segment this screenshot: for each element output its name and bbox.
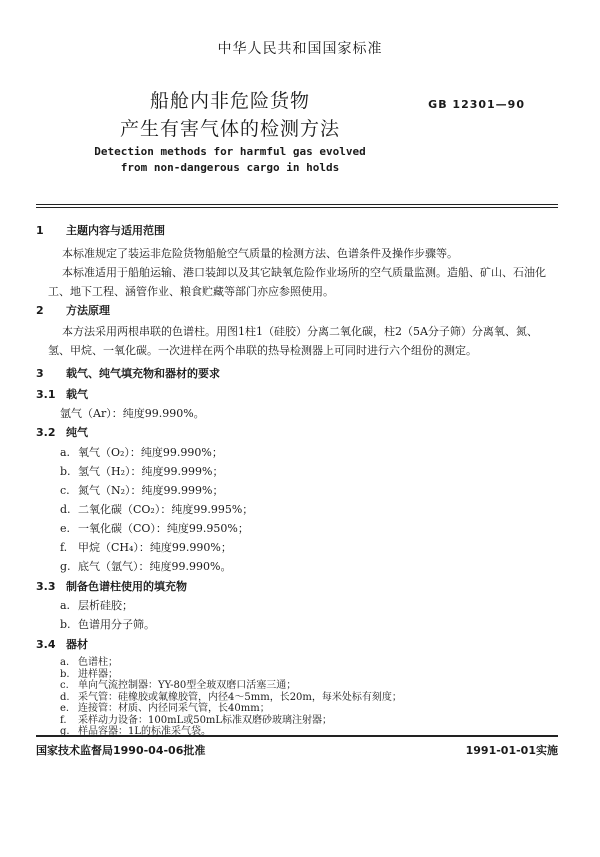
section-3-2-heading	[36, 424, 88, 440]
list-item: a. 氧气（O₂）：纯度99.990%；	[60, 446, 223, 459]
section-title: 主题内容与适用范围	[66, 224, 165, 237]
title-line-1: 船舱内非危险货物	[149, 90, 310, 112]
english-title-line-2: from non-dangerous cargo in holds	[120, 161, 340, 174]
list-item: d. 二氧化碳（CO₂）：纯度99.995%；	[60, 503, 254, 516]
section-title: 载气、纯气填充物和器材的要求	[66, 367, 220, 380]
list-item: c. 氮气（N₂）：纯度99.999%；	[60, 484, 224, 497]
section-1-paragraph-2: 本标准适用于船舶运输、港口装卸以及其它缺氧危险作业场所的空气质量监测。造船、矿山、石油化工、地下工程、涵管作业、粮食贮藏等部门亦应参照使用。	[48, 266, 546, 298]
list-item: f. 采样动力设备：100mL或50mL标准双磨砂玻璃注射器；	[60, 714, 333, 726]
section-title: 器材	[66, 638, 88, 651]
standard-number: GB 12301—90	[428, 98, 525, 111]
header-rule-bottom	[36, 207, 558, 208]
title-line-2: 产生有害气体的检测方法	[119, 118, 340, 140]
section-3-heading	[36, 365, 220, 381]
section-2-heading	[36, 302, 110, 318]
national-standard-header: 中华人民共和国国家标准	[217, 41, 383, 57]
section-title: 纯气	[66, 426, 88, 439]
effective-date: 1991-01-01实施	[465, 744, 558, 757]
list-item: g. 底气（氩气）：纯度99.990%。	[60, 560, 232, 573]
list-item: a. 层析硅胶；	[60, 599, 133, 612]
english-title-line-1: Detection methods for harmful gas evolved	[94, 145, 366, 158]
section-1-paragraph-1: 本标准规定了装运非危险货物船舱空气质量的检测方法、色谱条件及操作步骤等。	[62, 247, 458, 260]
header-rule-top	[36, 204, 558, 205]
section-3-4-heading	[36, 636, 88, 652]
section-title: 制备色谱柱使用的填充物	[66, 580, 187, 593]
list-item: g. 样品容器：1L的标准采气袋。	[60, 726, 212, 737]
section-number: 3.2	[36, 426, 56, 439]
section-title: 载气	[66, 388, 88, 401]
section-number: 3	[36, 367, 44, 380]
section-number: 3.1	[36, 388, 56, 401]
section-number: 2	[36, 304, 44, 317]
section-number: 3.4	[36, 638, 56, 651]
list-item: e. 连接管：材质、内径同采气管，长40mm；	[60, 703, 270, 714]
section-number: 1	[36, 224, 44, 237]
list-item: b. 色谱用分子筛。	[60, 618, 155, 631]
section-number: 3.3	[36, 580, 56, 593]
section-title: 方法原理	[66, 304, 110, 317]
approval-date: 国家技术监督局1990-04-06批准	[36, 744, 206, 757]
section-3-3-heading	[36, 578, 187, 594]
list-item: b. 进样器；	[60, 668, 118, 680]
section-3-1-heading	[36, 386, 88, 402]
list-item: d. 采气管：硅橡胶或氟橡胶管，内径4～5mm，长20m，每米处标有刻度；	[60, 691, 402, 703]
list-item: f. 甲烷（CH₄）：纯度99.990%；	[60, 541, 232, 554]
section-1-heading	[36, 222, 165, 238]
list-item: a. 色谱柱；	[60, 657, 118, 668]
list-item: c. 单向气流控制器：YY-80型全玻双磨口活塞三通；	[60, 680, 297, 691]
section-3-1-text: 氩气（Ar）：纯度99.990%。	[60, 407, 205, 420]
section-2-paragraph-1: 本方法采用两根串联的色谱柱。用图1柱1（硅胶）分离二氧化碳，柱2（5A分子筛）分离氧、氮、氢、甲烷、一氧化碳。一次进样在两个串联的热导检测器上可同时进行六个组份的测定。	[48, 325, 538, 357]
list-item: b. 氢气（H₂）：纯度99.999%；	[60, 465, 224, 478]
list-item: e. 一氧化碳（CO）：纯度99.950%；	[60, 522, 249, 535]
